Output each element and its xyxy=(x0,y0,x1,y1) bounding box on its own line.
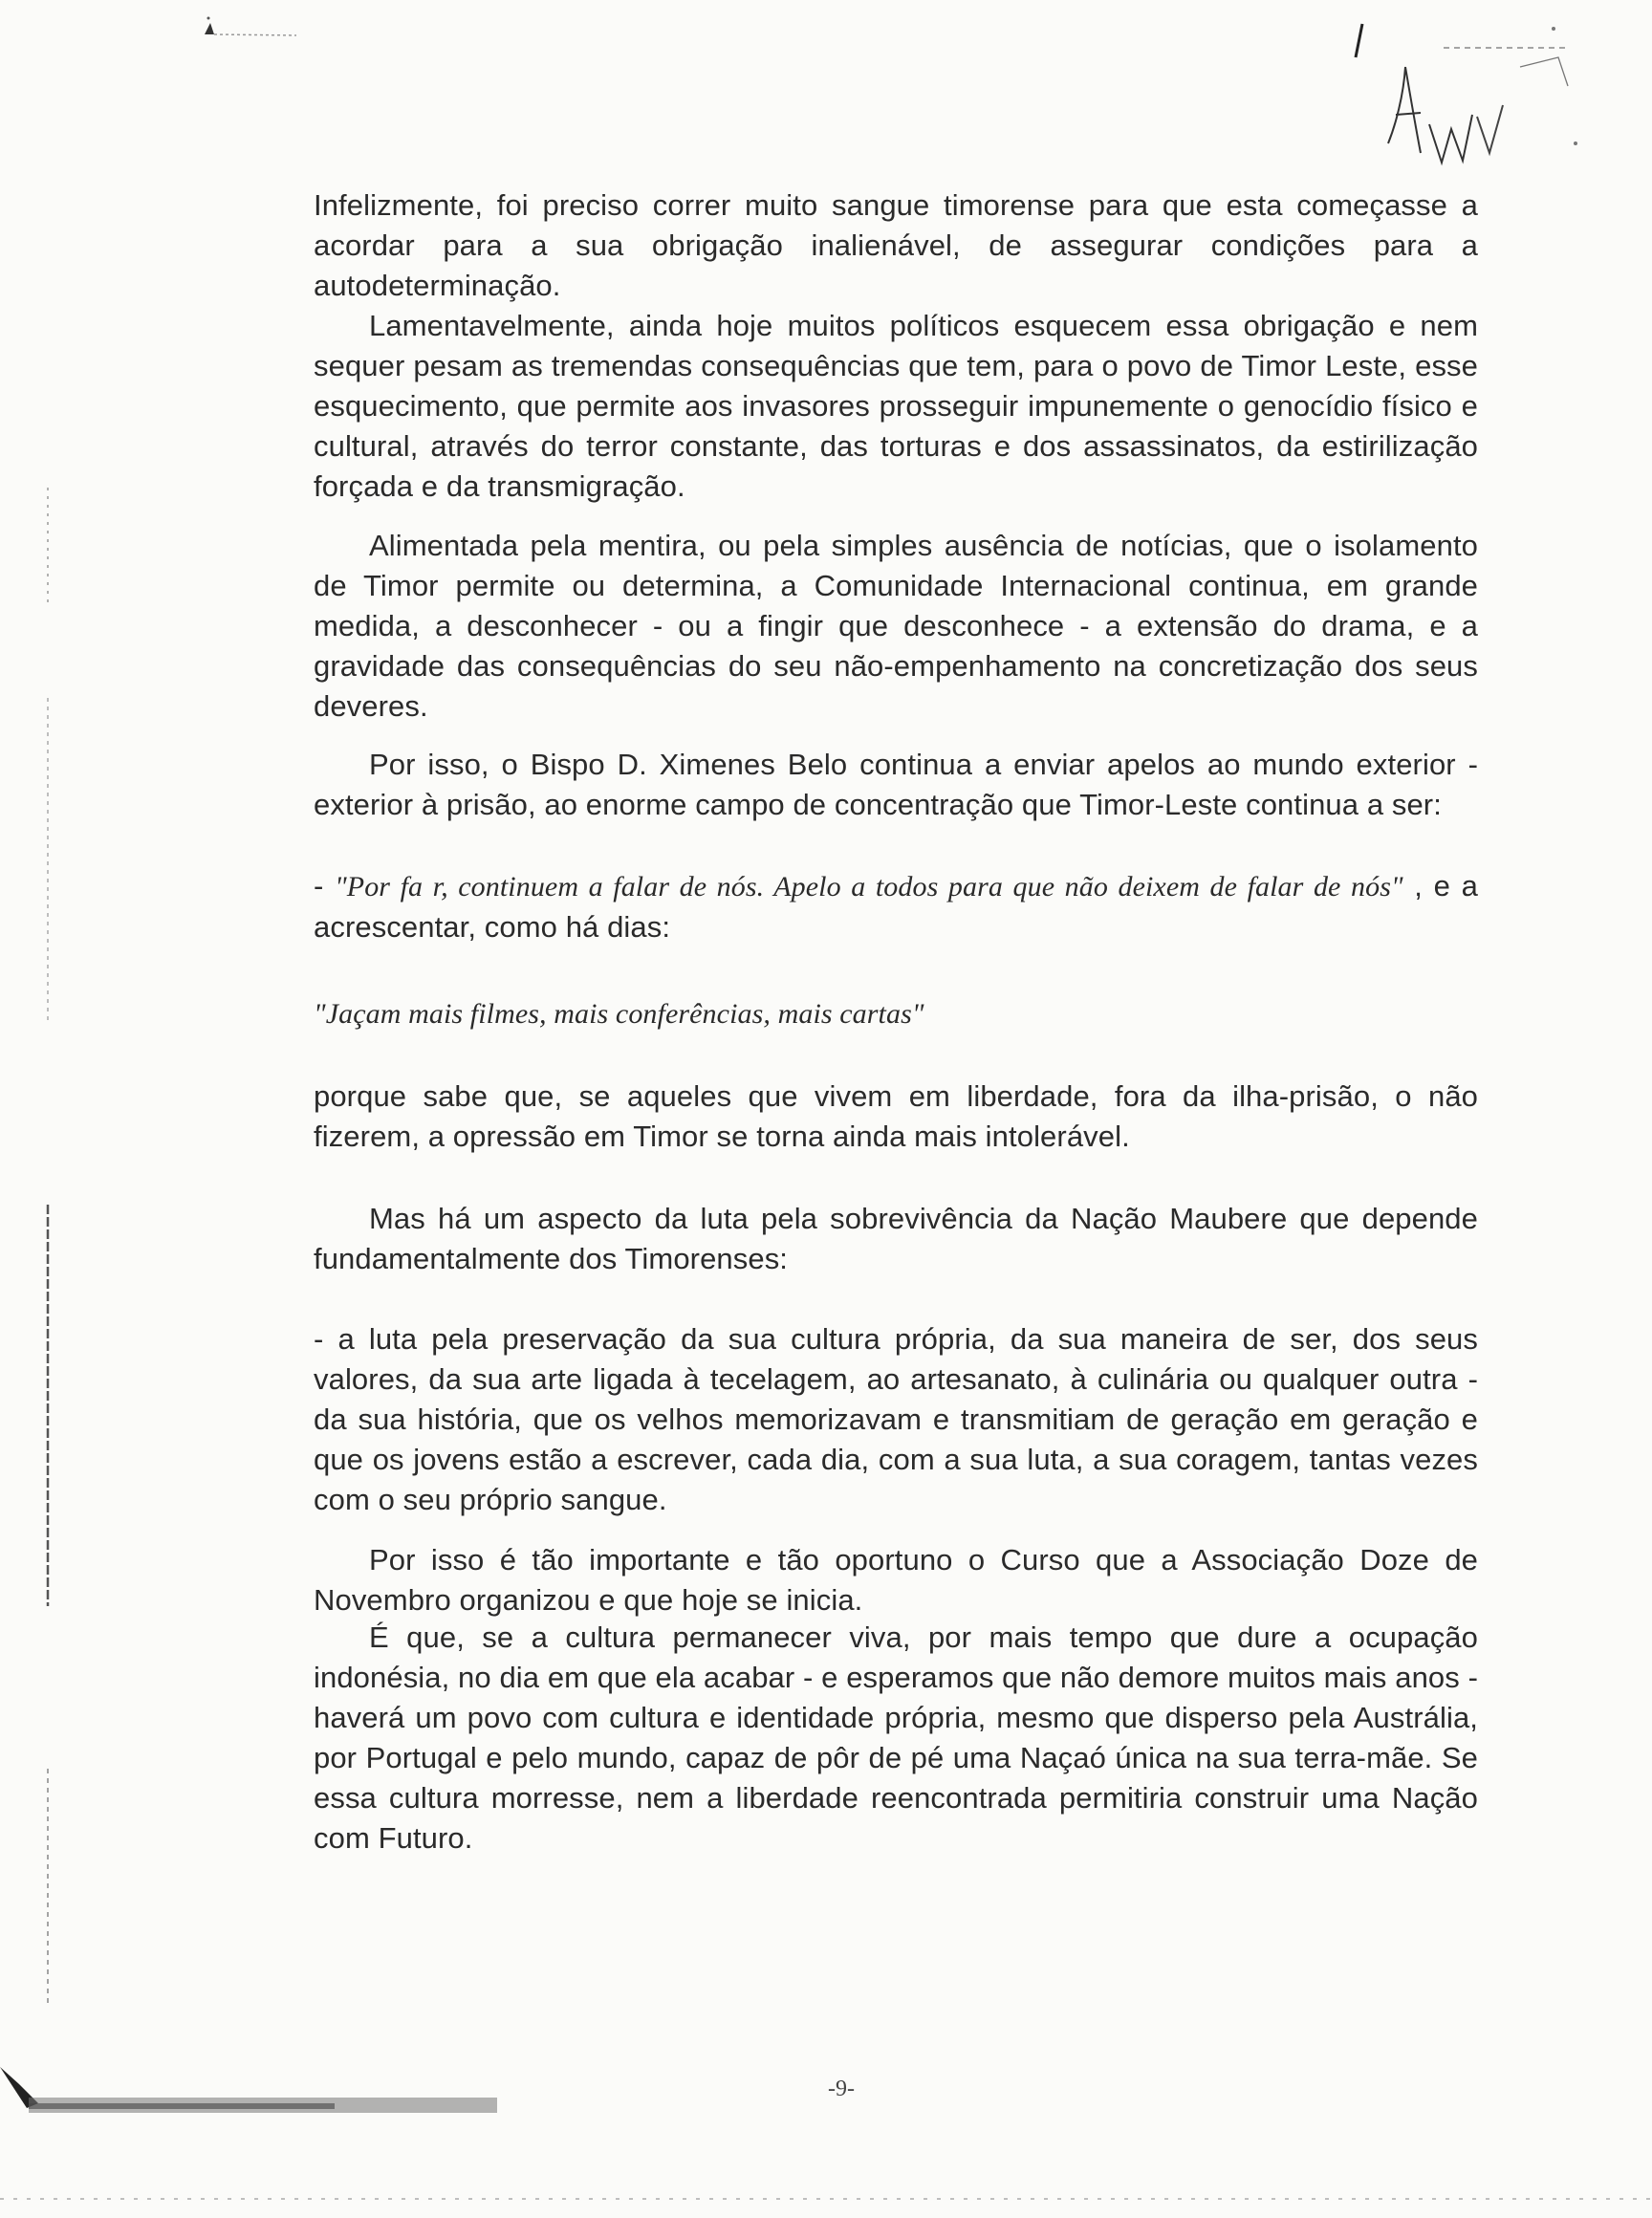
handwritten-initials-mark xyxy=(1329,10,1587,182)
scan-edge-noise xyxy=(0,430,57,2055)
quote-prefix: - xyxy=(314,869,336,902)
paragraph: Mas há um aspecto da luta pela sobrevivência da Nação Maubere que depende fundamentalmente dos Timorenses: xyxy=(314,1202,1478,1275)
paragraph: Alimentada pela mentira, ou pela simples ausência de notícias, que o isolamento de Timor permite ou determina, a Comunidade Internacional continua, em grande medida, a desconhecer - ou a fingir que desconhece - a extensão do drama, e a gravidade das consequências do seu não-empenhamento na concretização dos seus deveres. xyxy=(314,529,1478,723)
quote-paragraph xyxy=(314,866,1478,947)
page-number: -9- xyxy=(828,2077,855,2101)
paragraph: É que, se a cultura permanecer viva, por mais tempo que dure a ocupação indonésia, no dia em que ela acabar - e esperamos que não demore muitos mais anos - haverá um povo com cultura e identidade própria, mesmo que disperso pela Austrália, por Portugal e pelo mundo, capaz de pôr de pé uma Naçaó única na sua terra-mãe. Se essa cultura morresse, nem a liberdade reencontrada permitiria construir uma Nação com Futuro. xyxy=(314,1620,1478,1855)
second-quote: "Jaçam mais filmes, mais conferências, mais cartas" xyxy=(314,998,924,1030)
scan-corner-mark xyxy=(201,13,306,42)
paragraph: Por isso é tão importante e tão oportuno o Curso que a Associação Doze de Novembro organizou e que hoje se inicia. xyxy=(314,1543,1478,1617)
bishop-quote: "Por fa r, continuem a falar de nós. Apelo a todos para que não deixem de falar de nós" xyxy=(335,871,1403,902)
paragraph: Infelizmente, foi preciso correr muito sangue timorense para que esta começasse a acordar para a sua obrigação inalienável, de assegurar condições para a autodeterminação. xyxy=(314,188,1478,302)
paragraph: Por isso, o Bispo D. Ximenes Belo continua a enviar apelos ao mundo exterior - exterior à prisão, ao enorme campo de concentração que Timor-Leste continua a ser: xyxy=(314,748,1478,821)
paragraph: porque sabe que, se aqueles que vivem em liberdade, fora da ilha-prisão, o não fizerem, a opressão em Timor se torna ainda mais intolerável. xyxy=(314,1079,1478,1153)
paragraph: - a luta pela preservação da sua cultura própria, da sua maneira de ser, dos seus valores, da sua arte ligada à tecelagem, ao artesanato, à culinária ou qualquer outra - da sua história, que os velhos memorizavam e transmitiam de geração em geração e que os jovens estão a escrever, cada dia, com a sua luta, a sua coragem, tantas vezes com o seu próprio sangue. xyxy=(314,1322,1478,1516)
paragraph: Lamentavelmente, ainda hoje muitos políticos esquecem essa obrigação e nem sequer pesam as tremendas consequências que tem, para o povo de Timor Leste, esse esquecimento, que permite aos invasores prosseguir impunemente o genocídio físico e cultural, através do terror constante, das torturas e dos assassinatos, da estirilização forçada e da transmigração. xyxy=(314,309,1478,503)
quote-suffix: , e a acrescentar, como há dias: xyxy=(314,869,1478,944)
